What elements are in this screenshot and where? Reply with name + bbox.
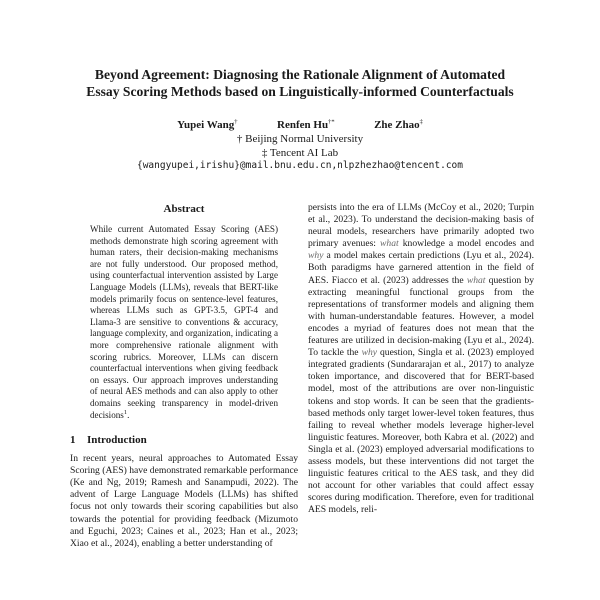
emphasis-what: what — [466, 274, 486, 286]
emphasis-what: what — [380, 238, 399, 250]
author-emails: {wangyupei,irishu}@mail.bnu.edu.cn,nlpzhezhao@tencent.com — [136, 160, 463, 171]
text-run: a model makes certain predictions (Lyu et al., 2024). Both paradigms have garnered attention in the field of AES. Fiacco et al. (2023) addresses the — [308, 250, 534, 286]
title-line-1: Beyond Agreement: Diagnosing the Rationale Alignment of Automated — [94, 67, 506, 82]
emphasis-why: why — [361, 347, 378, 359]
affiliation-2: ‡ Tencent AI Lab — [261, 147, 339, 159]
left-column — [70, 202, 298, 550]
author-name: Renfen Hu — [277, 119, 329, 131]
affiliation-1: † Beijing Normal University — [236, 133, 364, 145]
abstract-body: While current Automated Essay Scoring (AES) methods demonstrate high scoring agreement with human raters, their decision-making mechanisms are not fully understood. Our proposed method, using counterfactual intervention assisted by Large Language Models (LLMs), reveals that BERT-like models primarily focus on sentence-level features, whereas LLMs such as GPT-3.5, GPT-4 and Llama-3 are sensitive to conventions & accuracy, language complexity, and organization, indicating a more comprehensive rationale alignment with scoring rubrics. Moreover, LLMs can discern counterfactual interventions when giving feedback on essays. Our approach improves understanding of neural AES methods and can also apply to other domains seeking transparency in model-driven decisions$^1$. — [90, 224, 278, 420]
title-line-2: Essay Scoring Methods based on Linguistically-informed Counterfactuals — [86, 84, 514, 99]
text-run: question, Singla et al. (2023) employed integrated gradients (Sundararajan et al., 2017) to analyze token importance, and discovered that for BERT-based model, most of the attributions are over non-linguistic tokens and stop words. It can be seen that the gradients-based methods only target lower-level token features, thus failing to reveal whether models leverage higher-level linguistic features. Moreover, both Kabra et al. (2022) and Singla et al. (2023) employed adversarial modifications to assess models, but these interventions did not target the linguistic features critical to the AES task, and they did not account for other variables that could affect essay scores during modification. Therefore, even for traditional AES models, reli- — [308, 347, 534, 516]
section-title: Introduction — [87, 434, 147, 447]
author-mark: ‡ — [419, 118, 423, 126]
text-run: persists into the era of LLMs (McCoy et al., 2020; Turpin et al., 2023). To understand the decision-making basis of neural models, researchers have primarily adopted two primary avenues: — [308, 202, 534, 250]
text-run: question by extracting meaningful functional groups from the representations of transformer models and aligning them with human-understandable features. However, a model encodes a myriad of features does not mean that the features are utilized in decision-making (Lyu et al., 2024). To tackle the — [308, 274, 534, 359]
section-number: 1 — [70, 434, 76, 447]
right-column — [308, 202, 534, 516]
section-heading — [70, 433, 298, 447]
author-name: Yupei Wang — [177, 119, 235, 131]
paper-title — [40, 66, 560, 100]
author-list — [40, 118, 560, 132]
author-mark: † — [234, 118, 238, 126]
abstract-text: While current Automated Essay Scoring (AES) methods demonstrate high scoring agreement with human raters, their decision-making mechanisms are not fully understood. Our proposed method, using counterfactual intervention assisted by Large Language Models (LLMs), reveals that BERT-like models primarily focus on sentence-level features, whereas LLMs such as GPT-3.5, GPT-4 and Llama-3 are sensitive to conventions & accuracy, language complexity, and organization, indicating a more comprehensive rationale alignment with scoring rubrics. Moreover, LLMs can discern counterfactual interventions when giving feedback on essays. Our approach improves understanding of neural AES methods and can also apply to other domains seeking transparency in model-driven decisions — [90, 224, 278, 420]
author-mark: †* — [328, 118, 335, 126]
right-column-paragraph — [308, 202, 534, 516]
emphasis-why: why — [308, 250, 324, 262]
abstract-footnote-mark: 1 — [123, 408, 128, 416]
text-run: knowledge a model encodes and — [398, 238, 535, 250]
abstract-heading: Abstract — [163, 203, 205, 215]
author-name: Zhe Zhao — [374, 119, 420, 131]
intro-paragraph: In recent years, neural approaches to Automated Essay Scoring (AES) have demonstrated remarkable performance (Ke and Ng, 2019; Ramesh and Sanampudi, 2022). The advent of Large Language Models (LLMs) has shifted focus not only towards their scoring capabilities but also towards the potential for providing feedback (Mizumoto and Eguchi, 2023; Caines et al., 2023; Han et al., 2023; Xiao et al., 2024), enabling a better understanding of — [70, 453, 298, 549]
